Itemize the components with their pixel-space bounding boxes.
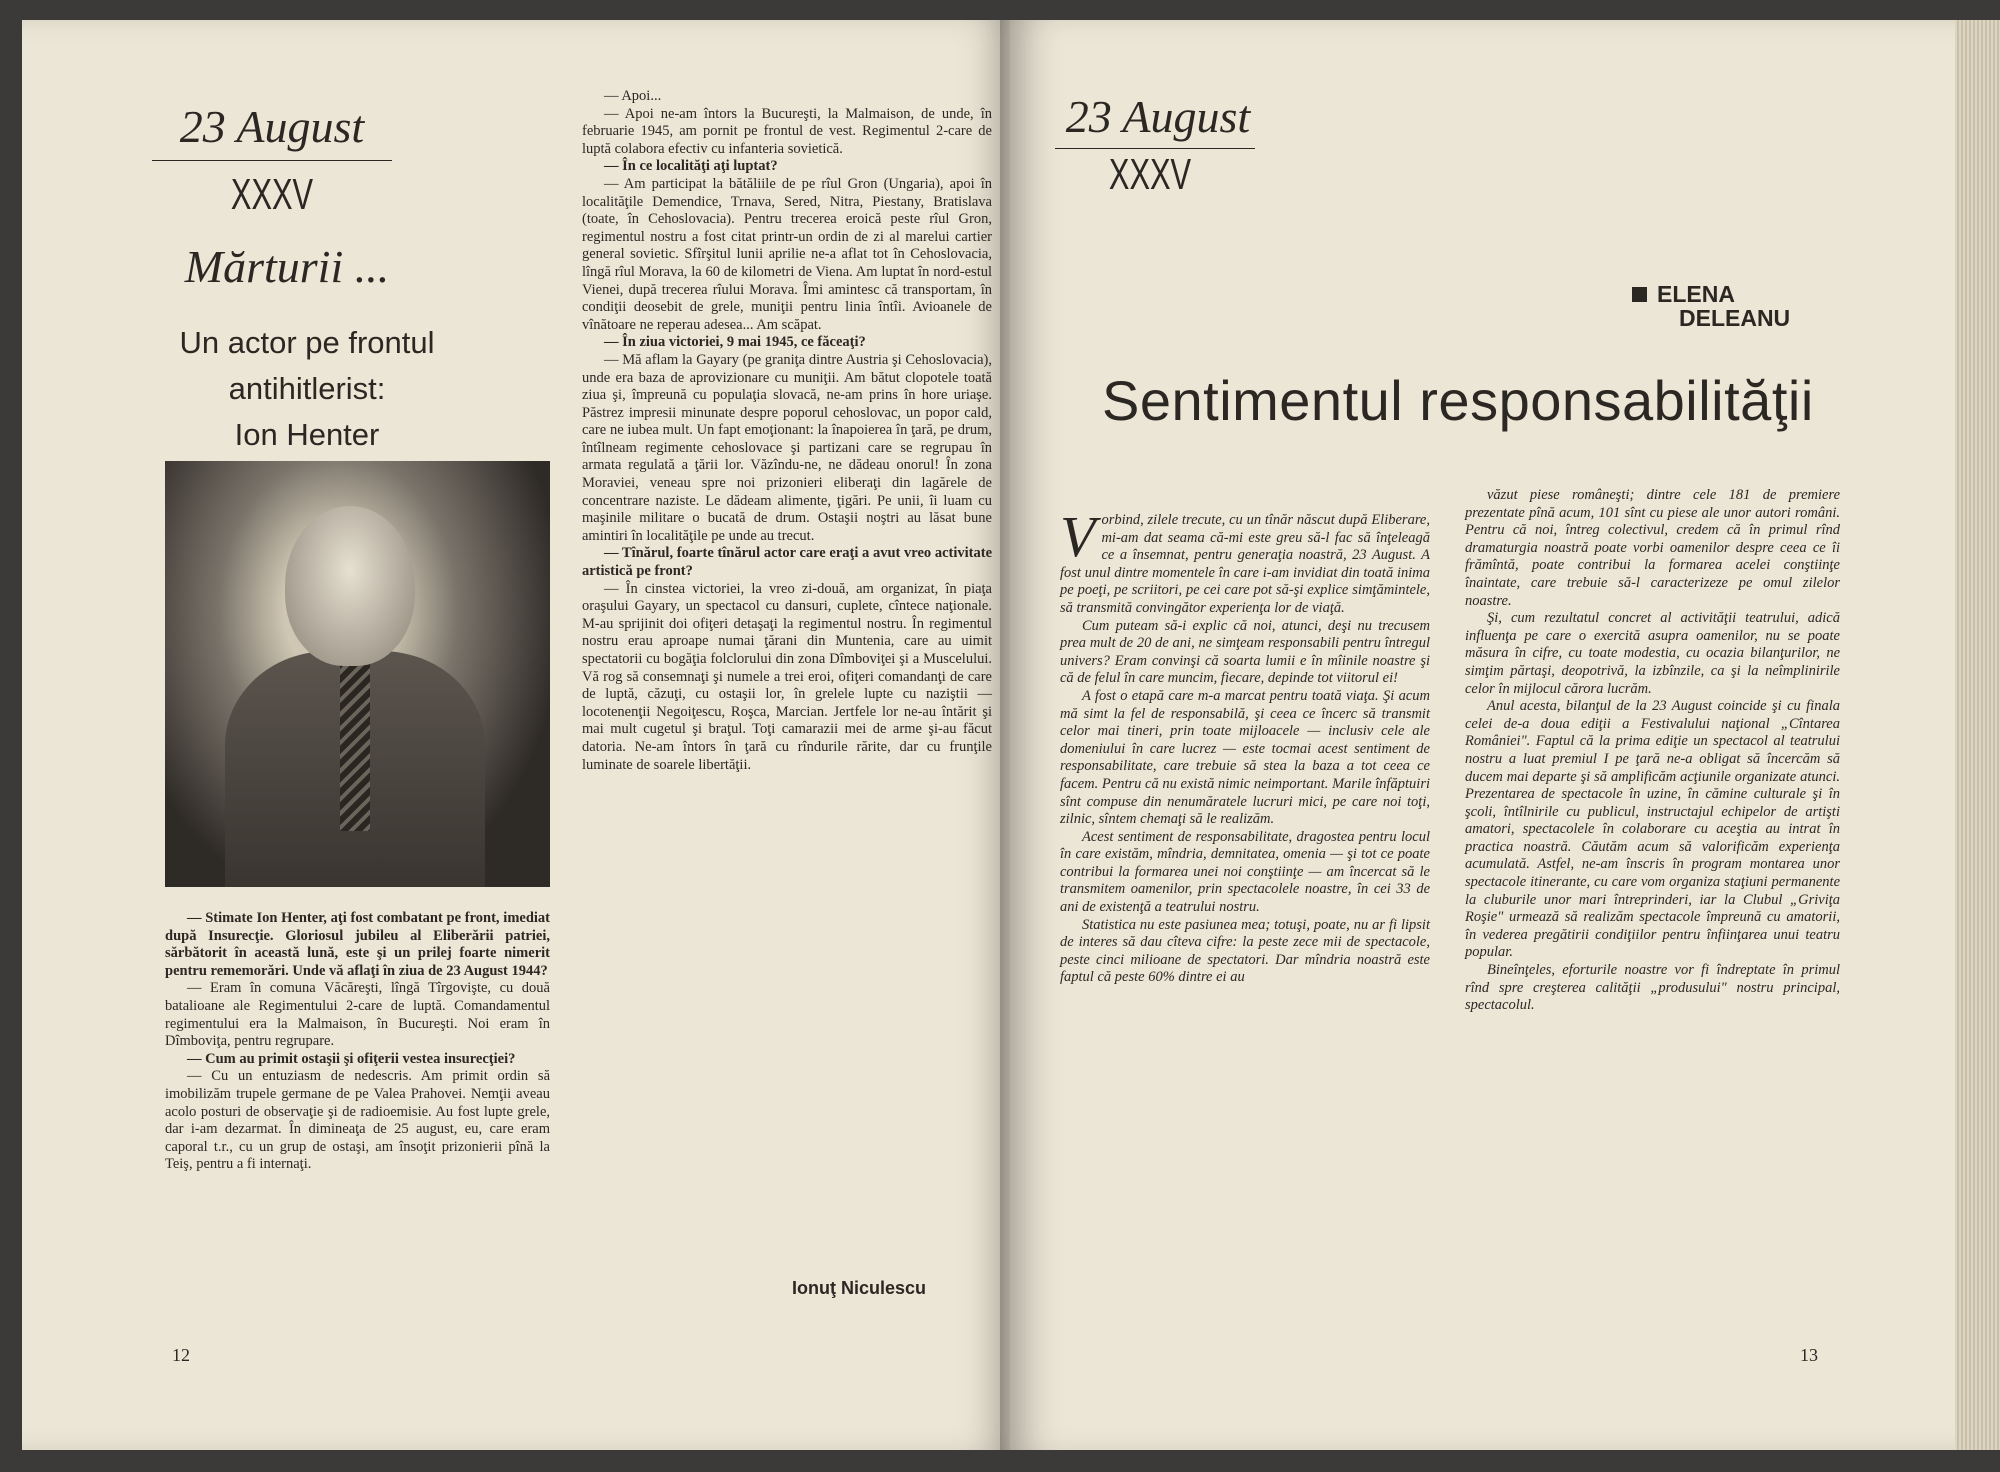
interview-question: — Stimate Ion Henter, aţi fost combatant pe front, imediat după Insurecţie. Gloriosul jubileu al Eliberării patriei, sărbătorit în această lună, este şi un prilej foarte nimerit pentru rememorări. Unde vă aflaţi în ziua de 23 August 1944?	[165, 910, 550, 979]
article-paragraph: Şi, cum rezultatul concret al activităţii teatrului, adică influenţa pe care o exercită asupra oamenilor, nu se poate măsura în cifre, cu toate modestia, cu ocazia bilanţurilor, ne simţim părtaşi, deopotrivă, la izbînzile, ca şi la neîmplinirile celor în mijlocul cărora lucrăm.	[1465, 610, 1840, 697]
article-paragraph: Statistica nu este pasiunea mea; totuşi, poate, nu ar fi lipsit de interes să dau cîteva cifre: la peste zece mii de spectacole, peste cinci milioane de spectatori. Dar mîndria noastră este faptul că peste 60% dintre ei au	[1060, 916, 1430, 986]
interview-question: — În ziua victoriei, 9 mai 1945, ce făceaţi?	[604, 334, 866, 351]
portrait-photo	[165, 461, 550, 887]
author-byline	[1632, 282, 1932, 330]
left-column-1	[165, 910, 550, 1174]
left-header-rule	[152, 160, 392, 161]
interview-answer: — În cinstea victoriei, la vreo zi-două, am organizat, în piaţa oraşului Gayary, un spectacol cu dansuri, cuplete, cîntece naţionale. M-au sprijinit doi ofiţeri detaşaţi la regimentul nostru. În regimentul nostru erau aproape numai ţărani din Muntenia, care au uimit spectatorii cu bogăţia folclorului din zona Dîmboviţei şi a Muscelului. Vă rog să consemnaţi şi numele a trei eroi, ofiţeri comandanţi de care de luptă, căzuţi, cu ostaşii lor, în grelele lupte cu naziştii — locotenenţii Negoiţescu, Roşca, Marcian. Jertfele lor ne-au întărit şi mai mult cugetul şi braţul. Toţi camarazii mei de arme şi-au făcut datoria. Ne-am întors în ţară cu rîndurile rărite, dar cu frunţile luminate de soarele libertăţii.	[582, 580, 992, 773]
author-signature: Ionuţ Niculescu	[792, 1278, 927, 1298]
article-title	[162, 320, 452, 458]
left-header-number: XXXV	[230, 170, 314, 219]
interview-answer: — Apoi...	[604, 88, 662, 104]
article-paragraph: Cum puteam să-i explic că noi, atunci, deşi nu trecusem prea mult de 20 de ani, ne simţeam responsabili pentru întregul univers? Eram convinşi că soarta lumii e în mîinile noastre şi că de felul în care muncim, fiecare, depinde tot viitorul ei!	[1060, 617, 1430, 687]
title-line: antihitlerist:	[228, 371, 386, 406]
left-column-2	[582, 88, 992, 774]
interview-answer: — Cu un entuziasm de nedescris. Am primit ordin să imobilizăm trupele germane de pe Valea Prahovei. Nemţii aveau acolo posturi de observaţie şi de radioemisie. Au fost lupte grele, dar i-am dezarmat. În dimineaţa de 25 august, eu, care eram caporal t.r., cu un grup de ostaşi, am însoţit prizonierii pînă la Teiş, pentru a fi internaţi.	[165, 1068, 550, 1173]
title-line: Ion Henter	[234, 417, 380, 452]
article-paragraph	[1060, 504, 1430, 618]
author-first-name: ELENA	[1657, 281, 1735, 307]
series-title: Mărturii ...	[184, 241, 390, 292]
title-line: Un actor pe frontul	[179, 325, 435, 360]
interview-answer: — Eram în comuna Văcăreşti, lîngă Tîrgovişte, cu două batalioane ale Regimentului 2-care de luptă. Comandamentul regimentului era la Malmaison, în Bucureşti. Noi eram în Dîmboviţa, pentru regrupare.	[165, 980, 550, 1050]
page-number: 13	[1800, 1345, 1818, 1365]
interview-question: — În ce localităţi aţi luptat?	[604, 158, 778, 175]
square-bullet-icon	[1632, 287, 1647, 302]
interview-answer: — Apoi ne-am întors la Bucureşti, la Malmaison, de unde, în februarie 1945, am pornit pe frontul de vest. Regimentul 2-care de luptă colabora efectiv cu infanteria sovietică.	[582, 105, 992, 157]
photo-head	[285, 506, 415, 666]
page-number: 12	[172, 1345, 190, 1365]
article-title: Sentimentul responsabilităţii	[1102, 369, 1814, 432]
left-header-date: 23 August	[179, 101, 365, 152]
interview-answer: — Mă aflam la Gayary (pe graniţa dintre Austria şi Cehoslovacia), unde era baza de aprovizionare cu muniţii. Am bătut clopotele toată ziua şi, împreună cu populaţia slovacă, ne-am prins în hore uriaşe. Păstrez impresii minunate despre poporul cehoslovac, un popor cald, care ne iubea mult. Un fapt emoţionant: la înapoierea în ţară, pe drum, întîlneam regimente cehoslovace şi partizani care se regrupau în armata regulată a ţării lor. Văzîndu-ne, ne dădeau onorul! În zona Moraviei, veneau spre noi prizonieri eliberaţi din lagărele de concentrare naziste. Le dădeam alimente, ţigări. Pe unii, îi luam cu maşinile militare o bucată de drum. Ostaşii noştri au lăsat bune amintiri în localităţile pe unde au trecut.	[582, 351, 992, 544]
article-paragraph: văzut piese româneşti; dintre cele 181 de premiere prezentate pînă acum, 101 sînt cu piese ale unor autori români. Pentru că noi, întreg colectivul, credem că în primul rînd dramaturgia noastră poate vorbi oamenilor despre ceea ce îi frămîntă, poate contribui la formarea acelei conştiinţe înaintate, care trebuie să-l caracterizeze pe omul zilelor noastre.	[1465, 487, 1840, 609]
article-paragraph: Anul acesta, bilanţul de la 23 August coincide şi cu finala celei de-a doua ediţii a Festivalului naţional „Cîntarea României". Faptul că la prima ediţie un spectacol al teatrului nostru a luat premiul I pe ţară ne-a obligat să încercăm să ducem mai departe şi să amplificăm acţiunile organizate atunci. Prezentarea de spectacole în uzine, în cămine culturale şi în şcoli, întîlnirile cu publicul, instructajul echipelor de artişti amatori, spectacolele în colaborare cu aceştia au intrat în practica noastră. Căutăm acum să valorificăm experienţa acumulată. Astfel, ne-am înscris în program montarea unor spectacole itinerante, cu care vom organiza staţiuni permanente la cluburile unor mari întreprinderi, iar la Clubul „Griviţa Roşie" urmează să realizăm spectacole împreună cu amatorii, în vederea pregătirii condiţiilor pentru înfiinţarea unui teatru popular.	[1465, 698, 1840, 961]
left-page	[22, 20, 1010, 1450]
right-header-rule	[1055, 148, 1255, 149]
interview-question: — Tînărul, foarte tînărul actor care eraţi a avut vreo activitate artistică pe front?	[582, 545, 992, 580]
page-edges	[1955, 20, 2000, 1450]
right-header-number: XXXV	[1108, 150, 1192, 199]
right-header-date: 23 August	[1065, 91, 1251, 142]
article-paragraph: A fost o etapă care m-a marcat pentru toată viaţa. Şi acum mă simt la fel de responsabilă, şi ceea ce încerc să transmit celor mai tineri, prin toate mijloacele — inclusiv cele ale domeniului în care lucrez — este tocmai acest sentiment de responsabilitate, care trebuie să stea la baza a tot ceea ce facem. Pentru că nu există nimic neimportant. Marile înfăptuiri sînt compuse din nenumăratele lucruri mici, pe care noi toţi, zilnic, sîntem chemaţi să le realizăm.	[1060, 687, 1430, 828]
author-last-name: DELEANU	[1679, 305, 1791, 331]
article-paragraph: Acest sentiment de responsabilitate, dragostea pentru locul în care existăm, mîndria, demnitatea, omenia — şi tot ce poate contribui la formarea unei noi conştiinţe — am încercat să le transmitem oamenilor, prin spectacolele noastre, în cei 33 de ani de existenţă a teatrului nostru.	[1060, 828, 1430, 916]
interview-question: — Cum au primit ostaşii şi ofiţerii vestea insurecţiei?	[187, 1050, 516, 1067]
drop-cap: V	[1060, 504, 1096, 569]
paragraph-text: orbind, zilele trecute, cu un tînăr născut după Eliberare, mi-am dat seama că-mi este greu să-l fac să înţeleagă ce a însemnat, pentru generaţia noastră, 23 August. A fost unul dintre momentele în care i-am invidiat din toată inima pe poeţi, pe scriitori, pe cei care pot să-şi explice simţămintele, să transmită convingător experienţa lor de viaţă.	[1060, 512, 1430, 616]
right-column-2	[1465, 487, 1840, 1015]
interview-answer: — Am participat la bătăliile de pe rîul Gron (Ungaria), apoi în localităţile Demendice, Trnava, Sered, Nitra, Piestany, Bratislava (toate, în Cehoslovacia). Pentru trecerea eroică peste rîul Gron, regimentul nostru a fost citat printr-un ordin de zi al marelui cartier general sovietic. Sfîrşitul lunii aprilie ne-a aflat tot în Cehoslovacia, lîngă rîul Morava, la 60 de kilometri de Viena. Am luptat în nord-estul Vienei, după trecerea rîului Morava. Îmi amintesc că transportam, în condiţii deosebit de grele, muniţii pentru linia întîi. Avioanele de vînătoare ne reperau adesea... Am scăpat.	[582, 175, 992, 333]
article-paragraph: Bineînţeles, eforturile noastre vor fi îndreptate în primul rînd spre creşterea calităţii „produsului" nostru principal, spectacolul.	[1465, 962, 1840, 1014]
right-page	[1010, 20, 1955, 1450]
right-column-1	[1060, 504, 1430, 987]
photo-tie	[340, 661, 370, 831]
